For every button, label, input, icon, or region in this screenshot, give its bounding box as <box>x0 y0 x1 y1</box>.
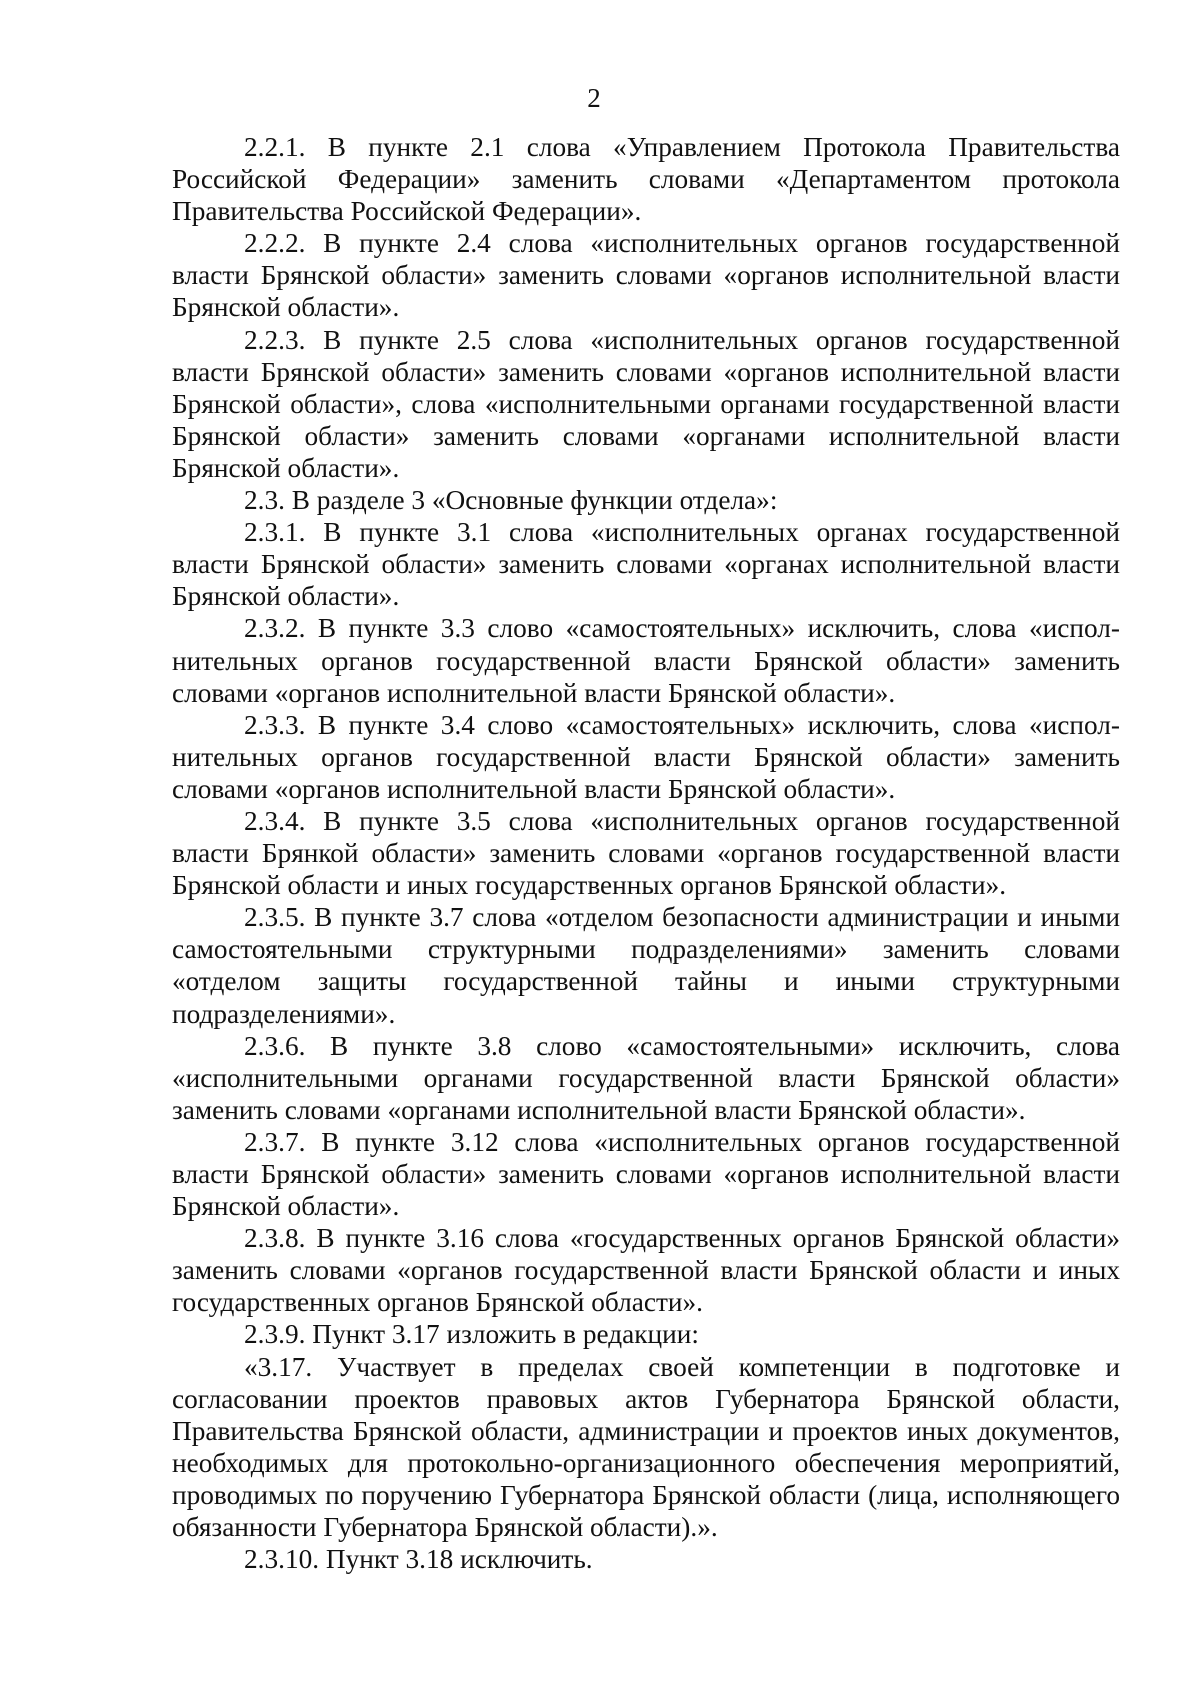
paragraph-2-2-1: 2.2.1. В пункте 2.1 слова «Управлением Протокола Правительства Российской Федерации» заменить словами «Департаментом протокола Правительства Российской Федерации». <box>172 132 1120 227</box>
paragraph-2-3-4: 2.3.4. В пункте 3.5 слова «исполнительных органов государственной власти Брянкой области» заменить словами «органов государственной власти Брянской области и иных государственных органов Брянской области». <box>172 805 1120 901</box>
page-number: 2 <box>587 83 601 113</box>
paragraph-2-3-3: 2.3.3. В пункте 3.4 слово «самостоятельных» исключить, слова «исполнительных органов государственной власти Брянской области» заменить словами «органов исполнительной власти Брянской области». <box>172 709 1120 804</box>
paragraph-2-3-10: 2.3.10. Пункт 3.18 исключить. <box>244 1544 593 1575</box>
paragraph-2-3-6: 2.3.6. В пункте 3.8 слово «самостоятельными» исключить, слова «исполнительными органами государственной власти Брянской области» заменить словами «органами исполнительной власти Брянской области». <box>172 1030 1120 1125</box>
paragraph-2-3-7: 2.3.7. В пункте 3.12 слова «исполнительных органов государственной власти Брянской области» заменить словами «органов исполнительной власти Брянской области». <box>172 1126 1120 1222</box>
paragraph-2-2-2: 2.2.2. В пункте 2.4 слова «исполнительных органов государственной власти Брянской области» заменить словами «органов исполнительной власти Брянской области». <box>172 228 1120 323</box>
paragraph-3-17-quote: «3.17. Участвует в пределах своей компетенции в подготовке и согласовании проектов правовых актов Губернатора Брянской области, Правительства Брянской области, администрации и проектов иных документов, необходимых для протокольно-организационного обеспечения мероприятий, проводимых по поручению Губернатора Брянской области (лица, исполняющего обязанности Губернатора Брянской области).». <box>172 1351 1120 1543</box>
paragraph-2-3-9: 2.3.9. Пункт 3.17 изложить в редакции: <box>244 1319 699 1350</box>
paragraph-2-3-2: 2.3.2. В пункте 3.3 слово «самостоятельных» исключить, слова «исполнительных органов государственной власти Брянской области» заменить словами «органов исполнительной власти Брянской области». <box>172 613 1120 708</box>
document-body <box>172 131 1120 1575</box>
paragraph-2-3-8: 2.3.8. В пункте 3.16 слова «государственных органов Брянской области» заменить словами «органов государственной власти Брянской области и иных государственных органов Брянской области». <box>172 1223 1120 1318</box>
paragraph-2-3: 2.3. В разделе 3 «Основные функции отдела»: <box>244 485 778 516</box>
paragraph-2-3-5: 2.3.5. В пункте 3.7 слова «отделом безопасности администрации и иными самостоятельными структурными подразделениями» заменить словами «отделом защиты государственной тайны и иными структурными подразделениями». <box>172 902 1120 1029</box>
paragraph-2-2-3: 2.2.3. В пункте 2.5 слова «исполнительных органов государственной власти Брянской области» заменить словами «органов исполнительной власти Брянской области», слова «исполнительными органами государственной власти Брянской области» заменить словами «органами исполнительной власти Брянской области». <box>172 324 1120 483</box>
paragraph-2-3-1: 2.3.1. В пункте 3.1 слова «исполнительных органах государственной власти Брянской области» заменить словами «органах исполнительной власти Брянской области». <box>172 517 1120 612</box>
